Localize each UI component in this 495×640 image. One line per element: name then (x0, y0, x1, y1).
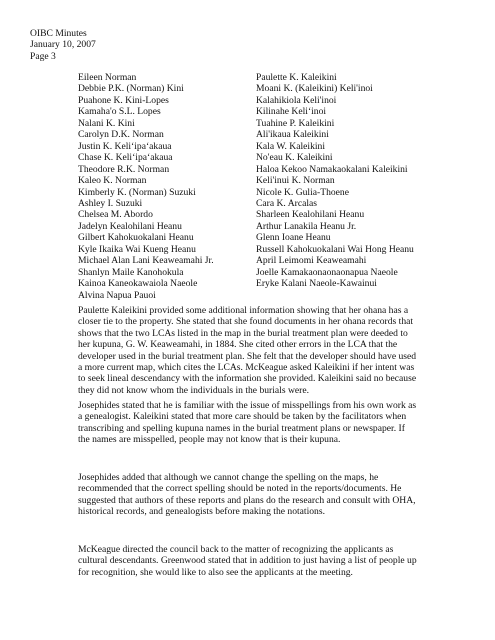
name-row (78, 187, 478, 198)
name-left-column: Carolyn D.K. Norman (78, 129, 164, 141)
name-left-column: Kimberly K. (Norman) Suzuki (78, 186, 196, 198)
name-right-column: Haloa Kekoo Namakaokalani Kaleikini (256, 163, 408, 175)
name-right-column: Moani K. (Kaleikini) Keli'inoi (256, 83, 373, 95)
paragraph-line: developer used in the burial treatment plan. She felt that the developer should have used (78, 350, 417, 362)
name-left-column: Eileen Norman (78, 72, 137, 83)
name-right-column: Sharleen Kealohilani Heanu (256, 209, 365, 221)
name-left-column: Kaleo K. Norman (78, 175, 147, 187)
name-row (78, 106, 478, 117)
name-left-column: Alvina Napua Pauoi (78, 289, 156, 301)
name-right-column: April Leimomi Keaweamahi (256, 255, 367, 267)
paragraph-line: Paulette Kaleikini provided some additional information showing that her ohana has a (78, 305, 409, 316)
name-right-column: Russell Kahokuokalani Wai Hong Heanu (256, 243, 414, 255)
name-left-column: Nalani K. Kini (78, 117, 135, 129)
paragraph-line: cultural descendants. Greenwood stated that in addition to just having a list of people up (78, 555, 417, 567)
name-right-column: Kalahikiola Keli'inoi (256, 94, 337, 106)
name-row (78, 278, 478, 289)
paragraph-line: historical records, and genealogists before making the notations. (78, 506, 325, 518)
name-right-column: Glenn Ioane Heanu (256, 232, 331, 244)
name-row (78, 290, 478, 301)
paragraph-line: to seek lineal descendancy with the information she provided. Kaleikini said no because (78, 373, 417, 385)
name-row (78, 175, 478, 186)
name-row (78, 83, 478, 94)
paragraph-line: recommended that the correct spelling should be noted in the reports/documents. He (78, 483, 402, 495)
name-right-column: No'eau K. Kaleikini (256, 152, 333, 164)
name-left-column: Debbie P.K. (Norman) Kini (78, 83, 184, 95)
paragraph-line: a more current map, which cites the LCAs. McKeague asked Kaleikini if her intent was (78, 362, 415, 374)
name-right-column: Arthur Lanakila Heanu Jr. (256, 220, 357, 232)
name-left-column: Kyle Ikaika Wai Kueng Heanu (78, 243, 196, 255)
name-row (78, 209, 478, 220)
name-right-column: Cara K. Arcalas (256, 197, 318, 209)
name-right-column: Keli'inui K. Norman (256, 175, 335, 187)
name-right-column: Joelle Kamakaonaonaonapua Naeole (256, 266, 398, 278)
paragraph-line: Josephides added that although we cannot change the spelling on the maps, he (78, 472, 379, 483)
name-row (78, 221, 478, 232)
name-left-column: Gilbert Kahokuokalani Heanu (78, 232, 194, 244)
name-row (78, 129, 478, 140)
name-right-column: Kilinahe Keli‘inoi (256, 106, 327, 118)
name-left-column: Ashley I. Suzuki (78, 197, 143, 209)
name-row (78, 141, 478, 152)
page-header (30, 28, 96, 62)
name-right-column (256, 290, 478, 301)
name-row (78, 198, 478, 209)
name-left-column: Jadelyn Kealohilani Heanu (78, 220, 182, 232)
name-right-column: Ali'ikaua Kaleikini (256, 129, 329, 141)
name-left-column: Puahone K. Kini-Lopes (78, 94, 169, 106)
paragraph-line: a genealogist. Kaleikini stated that more care should be taken by the facilitators when (78, 411, 407, 423)
name-row (78, 267, 478, 278)
name-row (78, 164, 478, 175)
paragraph-line: shows that the two LCAs listed in the map in the burial treatment plan were deeded to (78, 327, 408, 339)
document-date: January 10, 2007 (30, 39, 96, 51)
page-number: Page 3 (30, 50, 56, 62)
name-right-column: Eryke Kalani Naeole-Kawainui (256, 278, 377, 290)
name-left-column: Shanlyn Maile Kanohokula (78, 266, 184, 278)
name-left-column: Michael Alan Lani Keaweamahi Jr. (78, 255, 214, 267)
paragraph-josephides-misspellings (78, 400, 480, 446)
name-left-column: Kainoa Kaneokawaiola Naeole (78, 278, 198, 290)
paragraph-line: Josephides stated that he is familiar with the issue of misspellings from his own work as (78, 400, 417, 411)
paragraph-line: for recognition, she would like to also see the applicants at the meeting. (78, 566, 353, 578)
paragraph-line: closer tie to the property. She stated that she found documents in her ohana records that (78, 316, 414, 328)
name-right-column: Nicole K. Gulia-Thoene (256, 186, 349, 198)
paragraph-line: the names are misspelled, people may not know that is their kupuna. (78, 434, 341, 446)
paragraph-line: transcribing and spelling kupuna names in the burial treatment plans or newspaper. If (78, 422, 405, 434)
name-row (78, 232, 478, 243)
paragraph-line: McKeague directed the council back to the matter of recognizing the applicants as (78, 544, 394, 555)
paragraph-kaleikini-info (78, 305, 480, 396)
paragraph-josephides-spelling (78, 472, 480, 518)
name-left-column: Theodore R.K. Norman (78, 163, 170, 175)
paragraph-line: her kupuna, G. W. Keaweamahi, in 1884. She cited other errors in the LCA that the (78, 339, 398, 351)
name-left-column: Kamaha'o S.L. Lopes (78, 106, 161, 118)
paragraph-line: suggested that authors of these reports and plans do the research and consult with OHA, (78, 494, 416, 506)
name-row (78, 72, 478, 83)
document-title: OIBC Minutes (30, 28, 87, 39)
name-right-column: Paulette K. Kaleikini (256, 72, 337, 83)
name-left-column: Justin K. Keli‘ipa‘akaua (78, 140, 172, 152)
name-right-column: Tuahine P. Kaleikini (256, 117, 335, 129)
name-left-column: Chelsea M. Abordo (78, 209, 153, 221)
name-right-column: Kala W. Kaleikini (256, 140, 326, 152)
name-row (78, 255, 478, 266)
name-row (78, 95, 478, 106)
paragraph-line: they did not know whom the individuals in the burials were. (78, 384, 310, 396)
applicant-name-list (78, 72, 478, 301)
name-left-column: Chase K. Keli‘ipa‘akaua (78, 152, 173, 164)
name-row (78, 244, 478, 255)
paragraph-mckeague-recognition (78, 544, 480, 578)
name-row (78, 118, 478, 129)
name-row (78, 152, 478, 163)
